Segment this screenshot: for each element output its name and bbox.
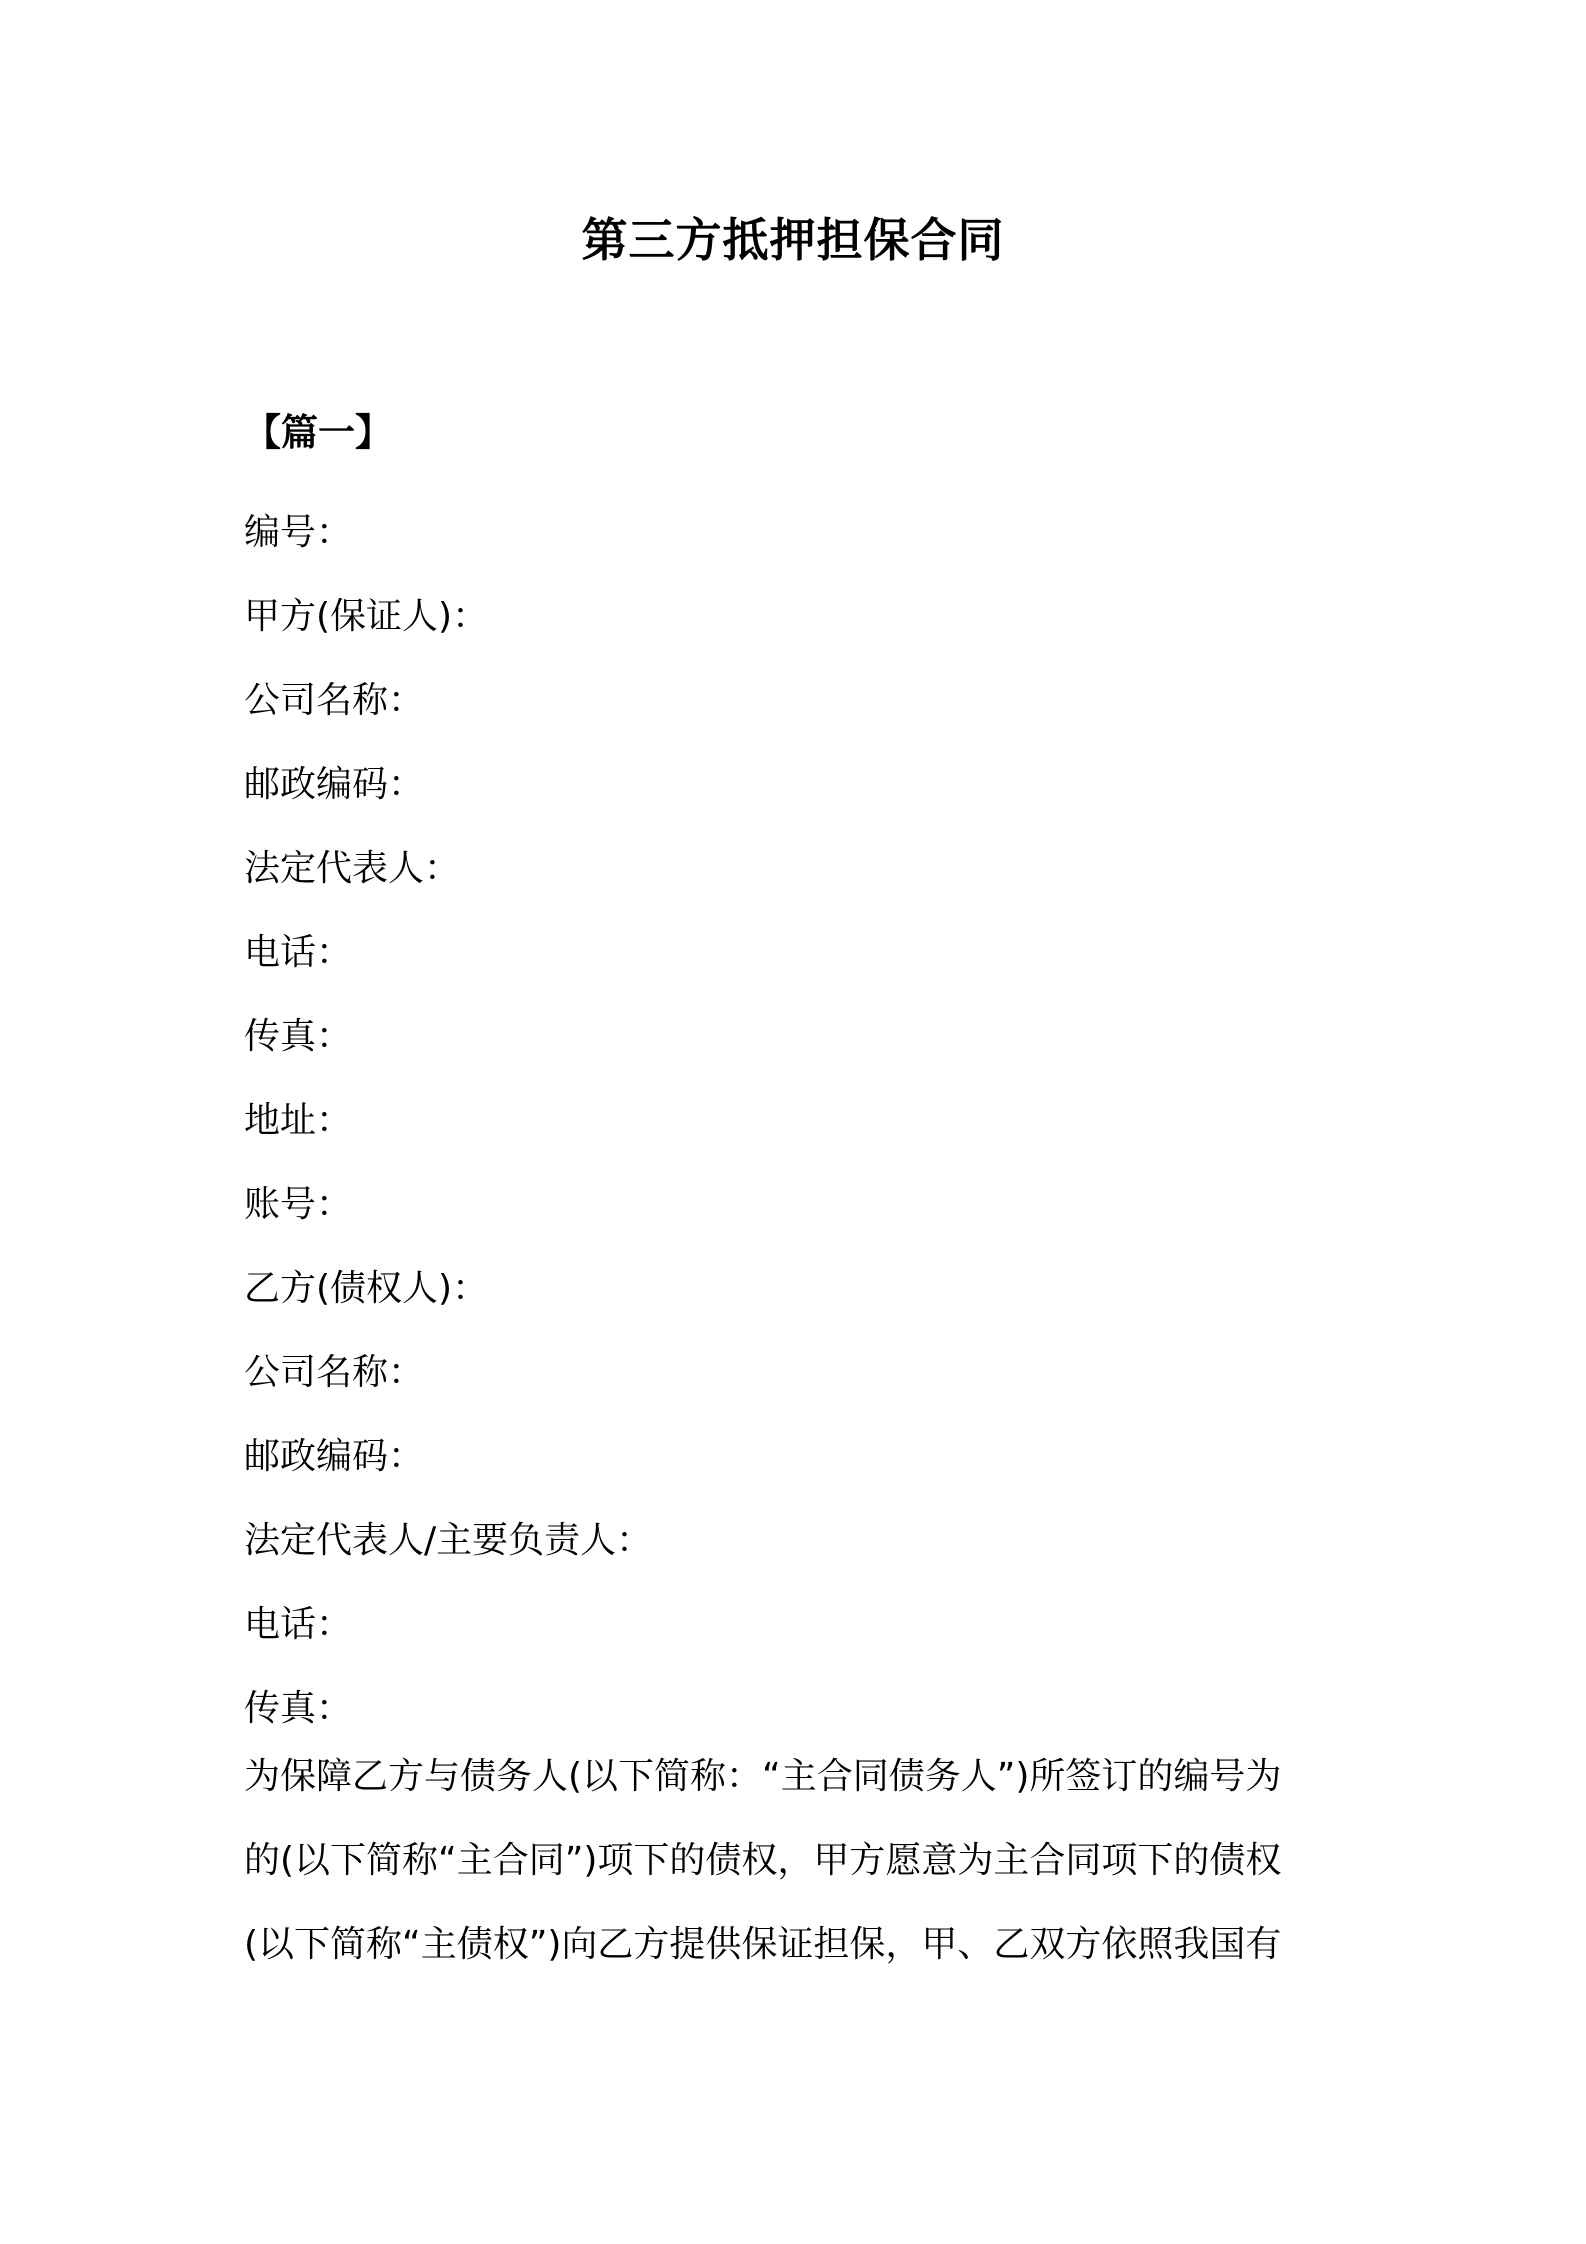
field-party-b-postal-code: 邮政编码： <box>244 1436 425 1477</box>
field-party-a-postal-code: 邮政编码： <box>244 764 425 805</box>
field-party-b-company-name: 公司名称： <box>244 1352 425 1393</box>
field-party-a-account: 账号： <box>244 1184 353 1225</box>
field-party-a-fax: 传真： <box>244 1016 353 1057</box>
preamble-line: (以下简称“主债权”)向乙方提供保证担保，甲、乙双方依照我国有 <box>244 1924 1282 1965</box>
field-party-b-legal-representative: 法定代表人/主要负责人： <box>244 1520 653 1561</box>
field-party-b: 乙方(债权人)： <box>244 1268 489 1309</box>
field-party-b-phone: 电话： <box>244 1604 353 1645</box>
field-party-a-phone: 电话： <box>244 932 353 973</box>
preamble-line: 为保障乙方与债务人(以下简称：“主合同债务人”)所签订的编号为 <box>244 1756 1282 1797</box>
field-party-a-legal-representative: 法定代表人： <box>244 848 461 889</box>
contract-preamble <box>244 1735 1364 1987</box>
field-party-a-company-name: 公司名称： <box>244 680 425 721</box>
preamble-line: 的(以下简称“主合同”)项下的债权，甲方愿意为主合同项下的债权 <box>244 1840 1282 1881</box>
document-title: 第三方抵押担保合同 <box>581 213 1005 267</box>
field-party-a: 甲方(保证人)： <box>244 596 489 637</box>
contract-fields <box>244 491 1364 1751</box>
field-party-a-address: 地址： <box>244 1100 353 1141</box>
section-marker: 【篇一】 <box>244 411 392 454</box>
field-party-b-fax: 传真： <box>244 1688 353 1729</box>
field-contract-number: 编号： <box>244 512 353 553</box>
